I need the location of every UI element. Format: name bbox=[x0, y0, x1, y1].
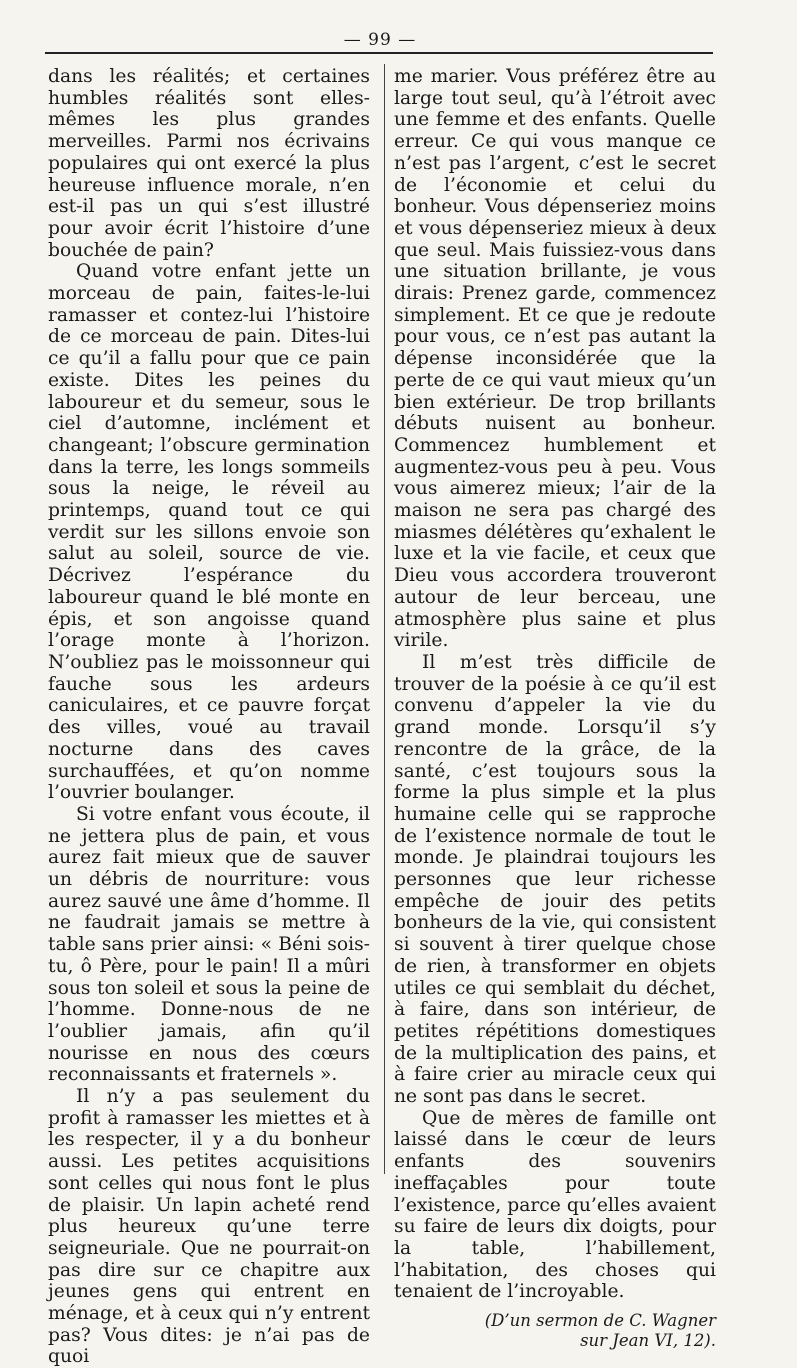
source-line: sur Jean VI, 12). bbox=[580, 1331, 716, 1351]
paragraph: Si votre enfant vous écoute, il ne jettera plus de pain, et vous aurez fait mieux que de sauver un débris de nourriture: vous aurez sauvé une âme d’homme. Il ne faudrait jamais se mettre à table sans prier ainsi: « Béni sois-tu, ô Père, pour le pain! Il a mûri sous ton soleil et sous la peine de l’homme. Donne-nous de ne l’oublier jamais, afin qu’il nourisse en nous des cœurs reconnaissants et fraternels ». bbox=[48, 803, 370, 1086]
left-column bbox=[48, 66, 370, 1368]
source-line: (D’un sermon de C. Wagner bbox=[484, 1311, 716, 1331]
paragraph: Il n’y a pas seulement du profit à ramasser les miettes et à les respecter, il y a du bonheur aussi. Les petites acquisitions sont celles qui nous font le plus de plaisir. Un lapin acheté rend plus heureux qu’une terre seigneuriale. Que ne pourrait-on pas dire sur ce chapitre aux jeunes gens qui entrent en ménage, et à ceux qui n’y entrent pas? Vous dites: je n’ai pas de quoi bbox=[48, 1086, 370, 1368]
right-column bbox=[394, 66, 716, 1351]
paragraph: Que de mères de famille ont laissé dans le cœur de leurs enfants des souvenirs ineffaçables pour toute l’existence, parce qu’elles avaient su faire de leurs dix doigts, pour la table, l’habillement, l’habitation, des choses qui tenaient de l’incroyable. bbox=[394, 1107, 716, 1303]
paragraph: Il m’est très difficile de trouver de la poésie à ce qu’il est convenu d’appeler la vie du grand monde. Lorsqu’il s’y rencontre de la grâce, de la santé, c’est toujours sous la forme la plus simple et la plus humaine celle qui se rapproche de l’existence normale de tout le monde. Je plaindrai toujours les personnes que leur richesse empêche de jouir des petits bonheurs de la vie, qui consistent si souvent à tirer quelque chose de rien, à transformer en objets utiles ce qui semblait du déchet, à faire, dans son intérieur, de petites répétitions domestiques de la multiplication des pains, et à faire crier au miracle ceux qui ne sont pas dans le secret. bbox=[394, 651, 716, 1108]
column-divider bbox=[384, 64, 385, 1174]
source-citation bbox=[394, 1311, 716, 1351]
paragraph: me marier. Vous préférez être au large tout seul, qu’à l’étroit avec une femme et des enfants. Quelle erreur. Ce qui vous manque ce n’est pas l’argent, c’est le secret de l’économie et celui du bonheur. Vous dépenseriez moins et vous dépenseriez mieux à deux que seul. Mais fuissiez-vous dans une situation brillante, je vous dirais: Prenez garde, commencez simplement. Et ce que je redoute pour vous, ce n’est pas autant la dépense inconsidérée que la perte de ce qui vaut mieux qu’un bien extérieur. De trop brillants débuts nuisent au bonheur. Commencez humblement et augmentez-vous peu à peu. Vous vous aimerez mieux; l’air de la maison ne sera pas chargé des miasmes délétères qu’exhalent le luxe et la vie facile, et ceux que Dieu vous accordera trouveront autour de leur berceau, une atmosphère plus saine et plus virile. bbox=[394, 66, 716, 652]
paragraph: Quand votre enfant jette un morceau de pain, faites-le-lui ramasser et contez-lui l’histoire de ce morceau de pain. Dites-lui ce qu’il a fallu pour que ce pain existe. Dites les peines du laboureur et du semeur, sous le ciel d’automne, inclément et changeant; l’obscure germination dans la terre, les longs sommeils sous la neige, le réveil au printemps, quand tout ce qui verdit sur les sillons envoie son salut au soleil, source de vie. Décrivez l’espérance du laboureur quand le blé monte en épis, et son angoisse quand l’orage monte à l’horizon. N’oubliez pas le moissonneur qui fauche sous les ardeurs caniculaires, et ce pauvre forçat des villes, voué au travail nocturne dans des caves surchauffées, et qu’on nomme l’ouvrier boulanger. bbox=[48, 261, 370, 804]
paragraph: dans les réalités; et certaines humbles réalités sont elles-mêmes les plus grandes merveilles. Parmi nos écrivains populaires qui ont exercé la plus heureuse influence morale, n’en est-il pas un qui s’est illustré pour avoir écrit l’histoire d’une bouchée de pain? bbox=[48, 66, 370, 261]
page-number: — 99 — bbox=[343, 30, 417, 50]
header-rule bbox=[45, 52, 713, 54]
